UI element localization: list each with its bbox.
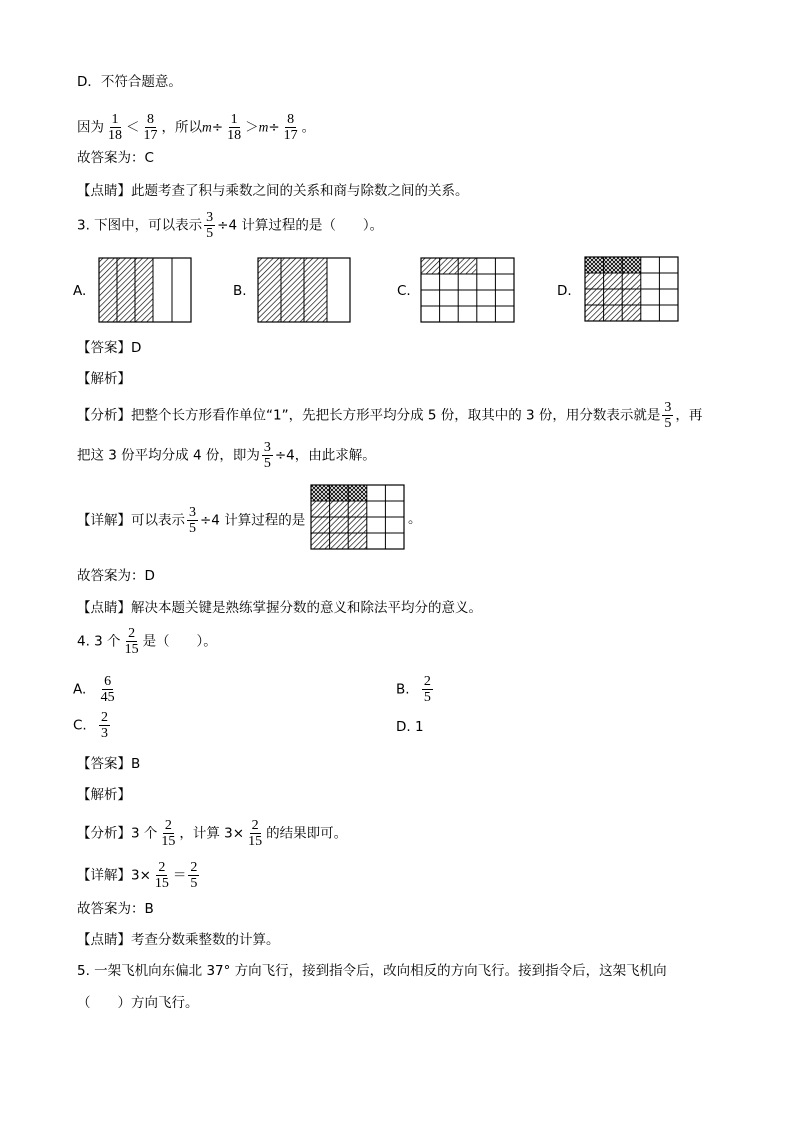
fraction-3-5-analysis2: $\frac{3}{5}$ [263, 440, 271, 471]
answer-d: 故答案为：D [77, 568, 155, 584]
q4-option-a: A. $\frac{6}{45}$ [73, 674, 115, 705]
period: 。 [301, 119, 316, 136]
jiexi-label-1: 【解析】 [77, 371, 131, 387]
fraction-2-15-det: $\frac{2}{15}$ [154, 860, 169, 891]
fraction-1-18b: $\frac{1}{18}$ [227, 112, 242, 143]
fraction-3-5-detail: $\frac{3}{5}$ [189, 505, 196, 536]
point-note-3: 【点睛】考查分数乘整数的计算。 [77, 932, 280, 948]
option-b-label: B. [233, 283, 247, 299]
fraction-1-18: $\frac{1}{18}$ [108, 112, 122, 143]
question-5-line-1: 5. 一架飞机向东偏北 37° 方向飞行，接到指令后，改向相反的方向飞行。接到指令后，这架飞机向 [77, 963, 667, 979]
point-note-1: 【点睛】此题考查了积与乘数之间的关系和商与除数之间的关系。 [77, 183, 469, 199]
fraction-8-17b: $\frac{8}{17}$ [283, 112, 298, 143]
q4-option-b: B. $\frac{2}{5}$ [396, 674, 431, 705]
fraction-2-3: $\frac{2}{3}$ [101, 710, 109, 741]
because-text: 因为 [77, 119, 104, 136]
detail-period: 。 [408, 511, 422, 527]
analysis-line-2: 把这 3 份平均分成 4 份，即为 $\frac{3}{5}$ ÷4，由此求解。 [77, 440, 376, 471]
q4-option-d: D. 1 [396, 719, 424, 735]
answer-b: 故答案为：B [77, 901, 154, 917]
comma-so-text: ，所以 [161, 119, 202, 136]
fraction-2-15-an2: $\frac{2}{15}$ [248, 818, 263, 849]
fraction-2-15-an: $\frac{2}{15}$ [161, 818, 176, 849]
d-option-text: D．不符合题意。 [77, 74, 182, 90]
detail-line: 【详解】可以表示 $\frac{3}{5}$ ÷4 计算过程的是 [77, 505, 306, 536]
variable-m: m [202, 119, 212, 135]
answer-label-b: 【答案】B [77, 756, 141, 772]
question-4: 4. 3 个 $\frac{2}{15}$ 是（ ）。 [77, 626, 217, 657]
less-than: ＜ [126, 119, 140, 136]
divide-sign: ÷ [211, 119, 224, 136]
option-a-figure [98, 257, 192, 323]
analysis-line-1: 【分析】把整个长方形看作单位“1”，先把长方形平均分成 5 份，取其中的 3 份，用分数表示就是 $\frac{3}{5}$ ，再 [77, 400, 703, 431]
point-note-2: 【点睛】解决本题关键是熟练掌握分数的意义和除法平均分的意义。 [77, 600, 482, 616]
detail-q4: 【详解】3× $\frac{2}{15}$ ＝ $\frac{2}{5}$ [77, 860, 198, 891]
jiexi-label-2: 【解析】 [77, 787, 131, 803]
variable-m2: m [258, 119, 269, 135]
fraction-2-15: $\frac{2}{15}$ [124, 626, 139, 657]
question-3: 3. 下图中，可以表示 $\frac{3}{5}$ ÷4 计算过程的是（ ）。 [77, 210, 384, 241]
fraction-3-5: $\frac{3}{5}$ [206, 210, 214, 241]
fraction-6-45: $\frac{6}{45}$ [100, 674, 115, 705]
option-c-label: C. [397, 283, 411, 299]
option-d-label: D. [557, 283, 572, 299]
fraction-2-5-det: $\frac{2}{5}$ [190, 860, 198, 891]
answer-label-d: 【答案】D [77, 340, 142, 356]
fraction-8-17: $\frac{8}{17}$ [143, 112, 158, 143]
greater-than: ＞ [245, 119, 259, 136]
fraction-3-5-analysis: $\frac{3}{5}$ [664, 400, 672, 431]
divide-sign2: ÷ [268, 119, 280, 136]
detail-figure [310, 484, 406, 550]
option-d-figure [584, 256, 679, 322]
inequality-line [77, 112, 315, 143]
option-c-figure [420, 257, 515, 323]
analysis-q4: 【分析】3 个 $\frac{2}{15}$ ，计算 3× $\frac{2}{15}$ 的结果即可。 [77, 818, 348, 849]
option-b-figure [257, 257, 351, 323]
answer-c: 故答案为：C [77, 150, 154, 166]
option-a-label: A. [73, 283, 87, 299]
q4-option-c: C. $\frac{2}{3}$ [73, 710, 109, 741]
fraction-2-5: $\frac{2}{5}$ [423, 674, 431, 705]
question-5-line-2: （ ）方向飞行。 [77, 995, 199, 1011]
